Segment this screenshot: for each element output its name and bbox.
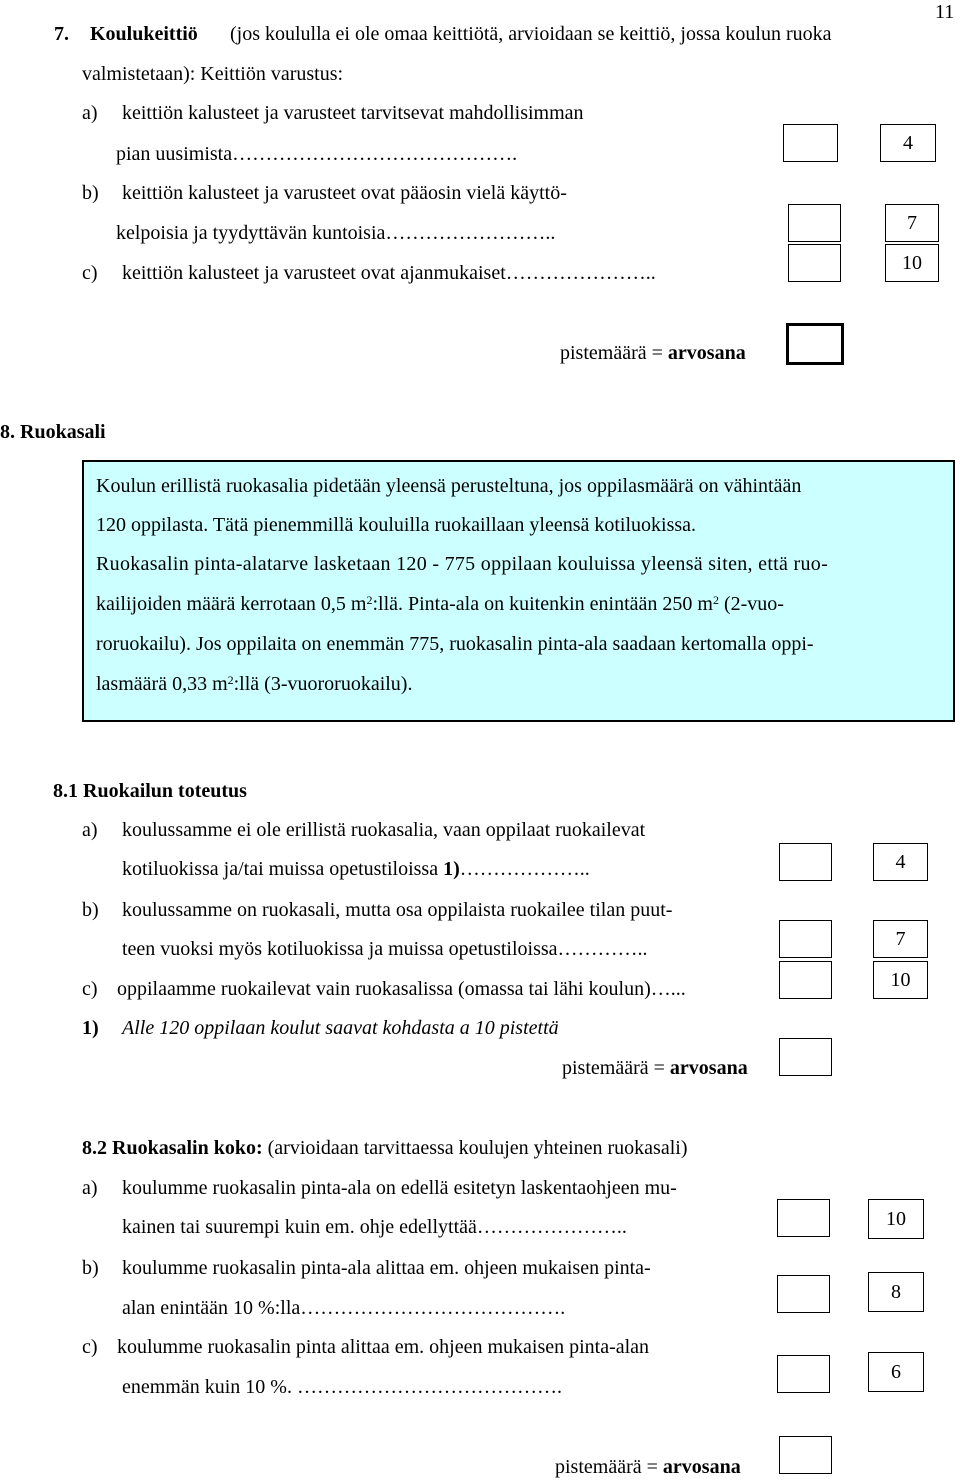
option-7b-points: 7 xyxy=(885,204,939,242)
option-81c-points: 10 xyxy=(873,961,928,999)
option-7c-points: 10 xyxy=(885,244,939,282)
option-82b-text-cont: alan enintään 10 %:lla…………………………………. xyxy=(122,1297,566,1319)
section-7-score-box[interactable] xyxy=(786,323,844,365)
option-81a-points: 4 xyxy=(873,843,928,881)
section-82-score-box[interactable] xyxy=(779,1436,832,1474)
option-81c-checkbox[interactable] xyxy=(779,961,832,999)
section-82-score-label: pistemäärä = arvosana xyxy=(555,1456,741,1478)
option-7b-text: keittiön kalusteet ja varusteet ovat pääosin vielä käyttö- xyxy=(122,182,567,204)
info-line-4: kailijoiden määrä kerrotaan 0,5 $m^2:llä$. Pinta-ala on kuitenkin enintään 250 $m^2$ (2-vuo- xyxy=(96,593,784,615)
option-7a-text-cont: pian uusimista……………………………………. xyxy=(116,143,518,165)
option-82c-points: 6 xyxy=(868,1352,924,1392)
option-7b-label: b) xyxy=(82,182,99,204)
option-82a-label: a) xyxy=(82,1177,98,1199)
option-7a-checkbox[interactable] xyxy=(783,124,838,162)
option-82a-points: 10 xyxy=(868,1199,924,1239)
option-81b-text: koulussamme on ruokasali, mutta osa oppilaista ruokailee tilan puut- xyxy=(122,899,673,921)
option-81a-text: koulussamme ei ole erillistä ruokasalia, vaan oppilaat ruokailevat xyxy=(122,819,646,841)
info-line-3: Ruokasalin pinta-alatarve lasketaan 120 - 775 oppilaan kouluissa yleensä siten, että ruo- xyxy=(96,553,829,575)
info-line-1: Koulun erillistä ruokasalia pidetään yleensä perusteltuna, jos oppilasmäärä on vähintään xyxy=(96,475,802,497)
option-7a-text: keittiön kalusteet ja varusteet tarvitsevat mahdollisimman xyxy=(122,102,584,124)
section-7-score-label: pistemäärä = arvosana xyxy=(560,342,746,364)
option-81c-text: oppilaamme ruokailevat vain ruokasalissa (omassa tai lähi koulun)…... xyxy=(117,978,686,1000)
option-7a-label: a) xyxy=(82,102,98,124)
section-8-2-title: 8.2 Ruokasalin koko: (arvioidaan tarvittaessa koulujen yhteinen ruokasali) xyxy=(82,1137,688,1159)
option-82b-label: b) xyxy=(82,1257,99,1279)
option-82a-text: koulumme ruokasalin pinta-ala on edellä esitetyn laskentaohjeen mu- xyxy=(122,1177,677,1199)
option-82c-label: c) xyxy=(82,1336,98,1358)
option-7c-text: keittiön kalusteet ja varusteet ovat ajanmukaiset………………….. xyxy=(122,262,656,284)
section-7-intro: (jos koululla ei ole omaa keittiötä, arvioidaan se keittiö, jossa koulun ruoka xyxy=(230,23,832,45)
option-82a-text-cont: kainen tai suurempi kuin em. ohje edellyttää………………….. xyxy=(122,1216,627,1238)
option-7b-text-cont: kelpoisia ja tyydyttävän kuntoisia…………………….. xyxy=(116,222,556,244)
option-82c-text-cont: enemmän kuin 10 %. …………………………………. xyxy=(122,1376,562,1398)
option-81b-checkbox[interactable] xyxy=(779,920,832,958)
option-82a-checkbox[interactable] xyxy=(777,1199,830,1237)
option-82c-checkbox[interactable] xyxy=(777,1355,830,1393)
section-8-title: 8. Ruokasali xyxy=(0,421,106,443)
section-7-intro-cont: valmistetaan): Keittiön varustus: xyxy=(82,63,344,85)
section-7-title: Koulukeittiö xyxy=(90,23,198,45)
info-line-2: 120 oppilasta. Tätä pienemmillä kouluilla ruokaillaan yleensä kotiluokissa. xyxy=(96,514,697,536)
option-7c-checkbox[interactable] xyxy=(788,244,841,282)
footnote-81-text: Alle 120 oppilaan koulut saavat kohdasta a 10 pistettä xyxy=(122,1017,559,1039)
option-7b-checkbox[interactable] xyxy=(788,204,841,242)
section-81-score-label: pistemäärä = arvosana xyxy=(562,1057,748,1079)
option-81b-text-cont: teen vuoksi myös kotiluokissa ja muissa opetustiloissa………….. xyxy=(122,938,648,960)
info-line-6: lasmäärä 0,33 $m^2:llä$ (3-vuororuokailu). xyxy=(96,673,413,695)
option-82c-text: koulumme ruokasalin pinta alittaa em. ohjeen mukaisen pinta-alan xyxy=(117,1336,650,1358)
info-line-5: roruokailu). Jos oppilaita on enemmän 775, ruokasalin pinta-ala saadaan kertomalla oppi- xyxy=(96,633,814,655)
option-81a-label: a) xyxy=(82,819,98,841)
option-82b-checkbox[interactable] xyxy=(777,1275,830,1313)
option-7c-label: c) xyxy=(82,262,98,284)
section-81-score-box[interactable] xyxy=(779,1038,832,1076)
footnote-81-label: 1) xyxy=(82,1017,99,1039)
option-82b-text: koulumme ruokasalin pinta-ala alittaa em. ohjeen mukaisen pinta- xyxy=(122,1257,651,1279)
option-82b-points: 8 xyxy=(868,1272,924,1312)
page-number: 11 xyxy=(935,1,955,23)
option-7a-points: 4 xyxy=(880,124,936,162)
option-81c-label: c) xyxy=(82,978,98,1000)
option-81a-checkbox[interactable] xyxy=(779,843,832,881)
option-81b-label: b) xyxy=(82,899,99,921)
section-7-number: 7. xyxy=(54,23,69,45)
option-81a-text-cont: kotiluokissa ja/tai muissa opetustiloissa 1)……………….. xyxy=(122,858,590,880)
option-81b-points: 7 xyxy=(873,920,928,958)
section-8-1-title: 8.1 Ruokailun toteutus xyxy=(53,780,247,802)
